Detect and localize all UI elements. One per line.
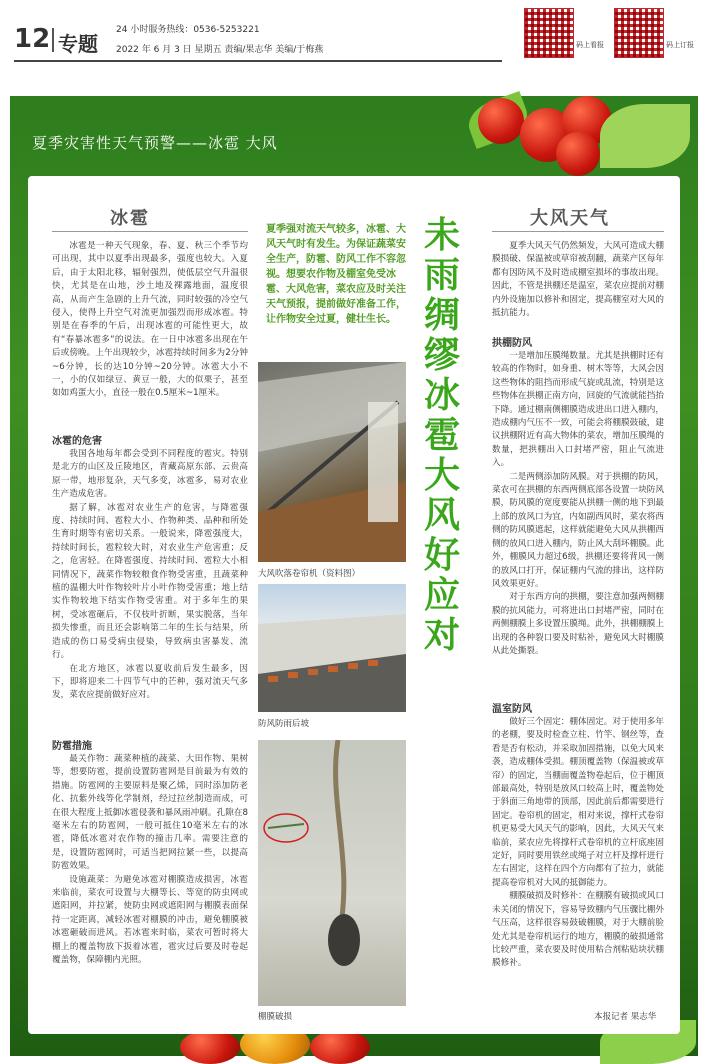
photo1-caption: 大风吹落卷帘机（资料图）	[258, 569, 361, 579]
masthead-rule	[14, 60, 502, 62]
photo-film-damage	[258, 740, 406, 1006]
hail-section-title: 冰雹	[110, 208, 150, 229]
photo-slope-illustration	[258, 584, 406, 712]
masthead	[0, 0, 708, 72]
hail-measures-text: 最关作物：蔬菜种植的蔬菜、大田作物、果树等，想要防雹，提前设置防雹网是目前最为有效的措施。防雹网的主要原料是聚乙烯，同时添加防老化、抗紫外线等化学制剂，经过拉丝制造而成，可在很大程度上抵御冰雹侵袭和暴风雨冲刷。孔隙在8毫米左右的防雹网，一般可抵住10毫米左右的冰雹，降低冰雹对农作物的撞击几率。需要注意的是，设置防雹网时，可适当把网拉紧一些，以提高防雹效果。 设施蔬菜：为避免冰雹对棚膜造成损害，冰雹来临前，菜农可设置与大棚等长、等宽的防虫网或遮阳网，并拉紧，使防虫网或遮阳网与棚膜表面保持一定距离，减轻冰雹对棚膜的冲击，避免棚膜被冰雹砸破而进风。若冰雹来时临，菜农可暂时将大棚上的覆盖物放下扳着冰雹，雹灾过后要及时卷起覆盖物，保障棚内光照。	[52, 754, 248, 966]
photo-windproof-back-slope	[258, 584, 406, 712]
photo2-caption: 防风防雨后坡	[258, 719, 310, 729]
greenhouse-text: 做好三个固定：棚体固定。对于使用多年的老棚，要及时检查立柱、竹竿、钢丝等，查看是否有松动，并采取加固措施，以免大风来袭，造成棚体受损。棚顶覆盖物（保温被或草帘）的固定，当棚面覆盖物卷起后，位于棚顶部最高处，特别是放风口较高上时，覆盖物处于斜面三角地带的顶部，因此前后都需要进行固定。卷帘机的固定，相对来说，撑杆式卷帘机更易受大风天气的影响，因此，大风天气来临前，菜农应先将撑杆式卷帘机的立杆底座固定好，同时要用铁丝或绳子对立杆及撑杆进行左右固定，这样在四个方向都有了拉力，就能提高卷帘机对大风的抵御能力。 棚膜破损及时修补：在棚膜有破损或风口未关闭的情况下，容易导致棚内气压骤比棚外气压高，这样很容易鼓破棚膜，对于大棚前脸处尤其是卷帘机运行的地方，棚膜的破损通常比较严重，菜农要及时使用粘合剂粘贴块状棚膜修补。	[492, 717, 664, 969]
hail-harm-text: 我国各地每年都会受到不同程度的雹灾。特别是北方的山区及丘陵地区，青藏高原东部、云贵高原一带，地形复杂，天气多变，冰雹多，易对农业生产造成危害。 据了解，冰雹对农业生产的危害，与降雹强度、持续时间、雹粒大小、作物种类、品种和所处生育时期等有密切关系。一般说来，降雹强度大，持续时间长，雹粒较大时，对农业生产危害重；反之，危害轻。在降雹强度、持续时间、雹粒大小相同情况下，蔬菜作物较粮食作物受害重，且蔬菜种植的温棚大叶作物较叶片小叶作物受害重；地上结实作物较地下结实作物受害重。对于多年生的果树，受冰雹砸后，不仅枝叶折断，果实脱落，当年损失惨重，而且还会影响第二年的生长与结果，所造成的伤口易受病虫侵染，导致病虫害暴发、流行。 在北方地区，冰雹以夏收前后发生最多，因下，即将迎来二十四节气中的芒种，强对流天气多发，菜农应提前做好应对。	[52, 449, 248, 701]
wind-section-title: 大风天气	[530, 208, 610, 229]
masthead-divider	[52, 28, 54, 52]
cabbage-leaf	[600, 104, 690, 168]
date-editors: 2022 年 6 月 3 日 星期五 责编/果志华 美编/于梅燕	[116, 45, 324, 55]
photo3-caption: 棚膜破损	[258, 1012, 293, 1022]
hail-harm-heading: 冰雹的危害	[52, 436, 102, 447]
byline: 本报记者 果志华	[594, 1012, 657, 1022]
greenhouse-heading: 温室防风	[492, 704, 532, 715]
arch-shed-heading: 拱棚防风	[492, 338, 532, 349]
qr-code-subscribe[interactable]	[614, 8, 664, 58]
tomato-image	[478, 98, 524, 144]
page-number: 12	[14, 24, 51, 54]
photo-roller-blown-down	[258, 362, 406, 562]
main-headline: 未雨绸缪 冰雹大风好应对	[423, 215, 460, 656]
qr-code-read[interactable]	[524, 8, 574, 58]
wind-intro: 夏季大风天气仍然频发，大风可造成大棚膜损破、保温被或草帘被刮翻，蔬菜产区每年都有因防风不及时造成棚室损坏的事故出现。因此，不管是拱棚还是温室，菜农应提前对棚内外设施加以修补和固定，提高棚室对大风的抵抗能力。	[492, 241, 664, 319]
lead-paragraph: 夏季强对流天气较多，冰雹、大风天气时有发生。为保证蔬菜安全生产，防雹、防风工作不容忽视。想要农作物及棚室免受冰雹、大风危害，菜农应及时关注天气预报，提前做好准备工作，让作物安全过夏，健壮生长。	[266, 224, 406, 325]
qr-subscribe-label: 码上订报	[666, 41, 694, 49]
qr-read-label: 码上看报	[576, 41, 604, 49]
section-name: 专题	[58, 32, 98, 56]
hotline: 24 小时服务热线：0536-5253221	[116, 25, 260, 35]
tomato-image	[556, 132, 600, 176]
banner-title: 夏季灾害性天气预警——冰雹 大风	[32, 134, 278, 152]
tomato-image	[180, 1030, 240, 1064]
photo-roller-illustration	[258, 362, 406, 562]
title-rule	[492, 231, 664, 232]
photo-film-illustration	[258, 740, 406, 1006]
title-rule	[52, 231, 248, 232]
hail-measures-heading: 防雹措施	[52, 741, 92, 752]
hail-intro: 冰雹是一种天气现象，春、夏、秋三个季节均可出现，其中以夏季出现最多，强度也较大。入夏后，由于太阳北移，辐射强烈，使低层空气升温很快，尤其是在山地，沙土地及裸露地面，温度很高，从而产生急剧的上升气流，同时较强的冷空气侵入，使得上升空气对流更加强烈而形成冰雹。特别是在春季的午后，出现冰雹的可能性更大，故有“春暴冰雹多”的说法。在一日中冰雹多出现在午后或傍晚。上午出现较少，冰雹持续时间多为2分钟~6分钟，长的达10分钟~20分钟。冰雹大小不一，小的仅如绿豆、黄豆一般，大的似栗子，甚至如如鸡蛋大小，直径一般在0.5厘米~1厘米。	[52, 241, 248, 399]
tomato-image	[310, 1030, 370, 1064]
arch-shed-text: 一是增加压膜绳数量。尤其是拱棚时还有较高的作物时，如身重、树木等等，大风会因这些物体的阻挡而形成气旋或乱流，特别是这些物体在拱棚正南方向，回旋的气流就能挡抬下降。通过棚南侧棚膜造成进出口进入棚内，造成棚内气压不一致，可能会将棚膜鼓破，建议拱棚附近有高大物体的菜农，增加压膜绳的数量，把拱棚出入口封堵严密，阻止气流进入。 二是两侧添加防风膜。对于拱棚的防风，菜农可在拱棚的东西两侧底部各设置一块防风膜，防风膜的宽度要能从拱棚一侧的地下到最上部的放风口为宜，内如副西风时，菜农将西侧的防风膜遮起，这样就能避免大风从拱棚西侧的放风口进入棚内，防止风大刮坏棚膜。此外，棚膜风力超过6级，拱棚还要将背风一侧的放风口打开，保证棚内气流的排出，这样防风效果更好。 对于东西方向的拱棚，要注意加强两侧棚膜的抗风能力，可将进出口封堵严密，同时在两侧棚膜上多设置压膜绳。此外，拱棚棚膜上出现的各种裂口要及时粘补，避免风大时棚膜从此处撕裂。	[492, 351, 664, 656]
